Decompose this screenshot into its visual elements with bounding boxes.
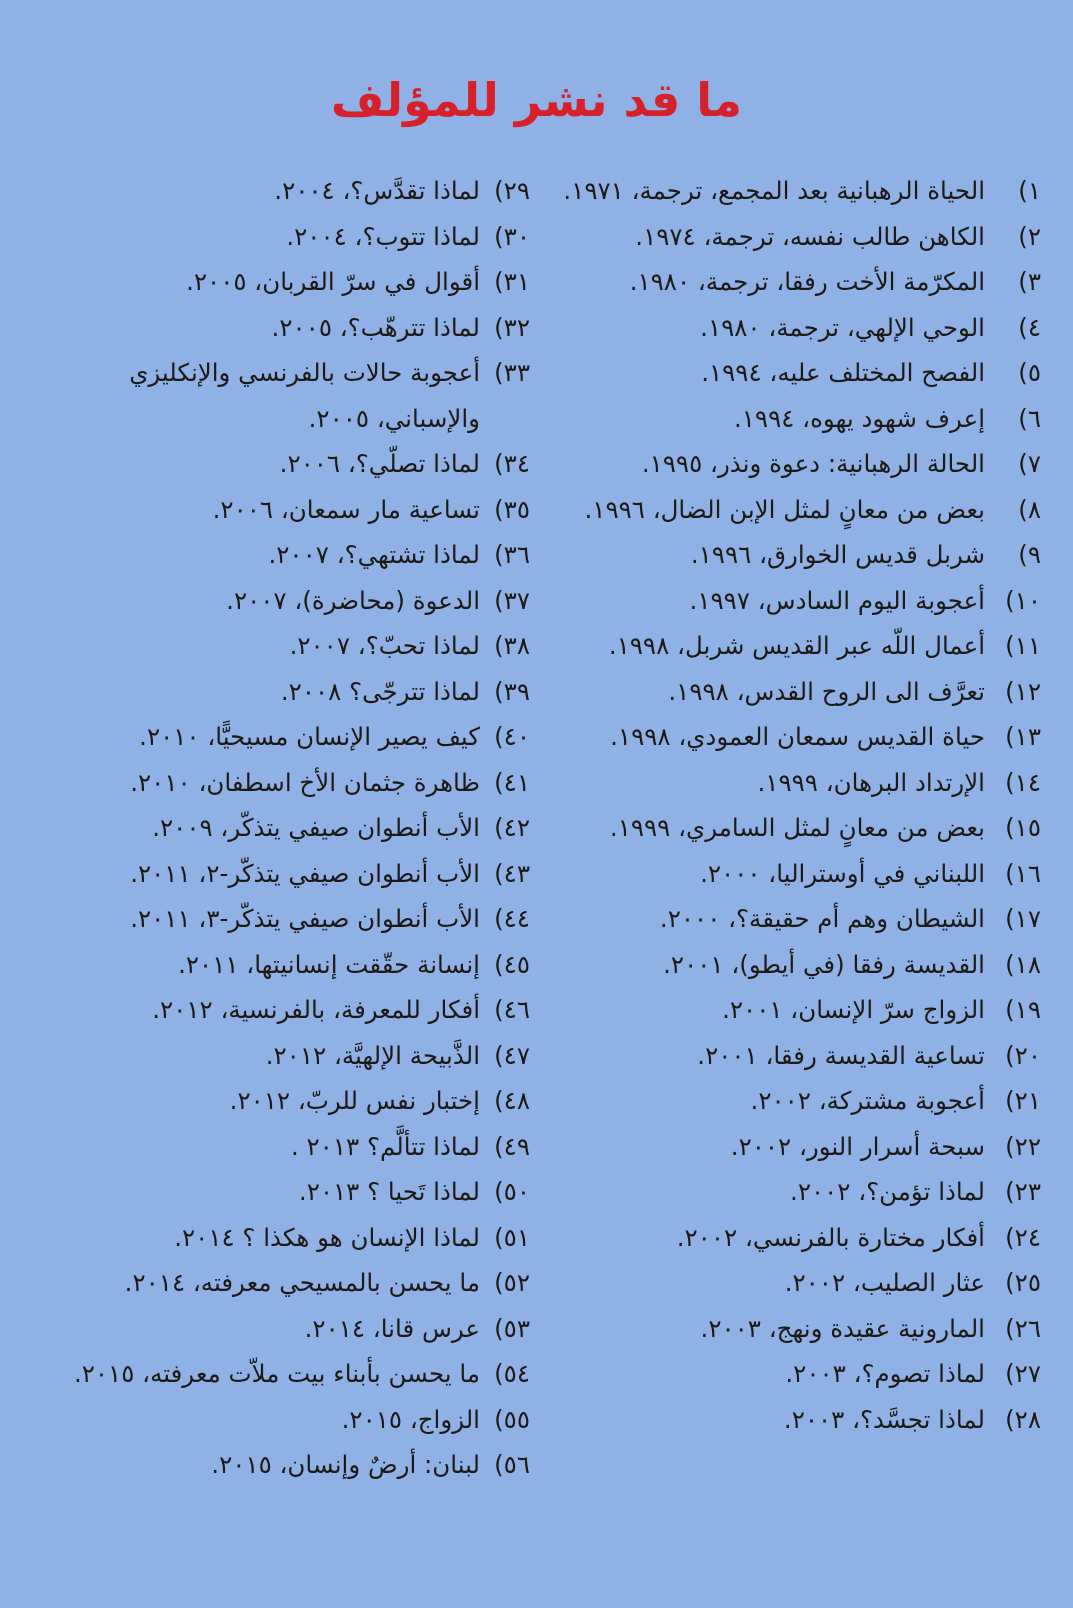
publication-number: ١٩) [1005, 995, 1041, 1024]
publication-number: ٥٤) [494, 1359, 530, 1388]
publication-number: ٥) [1018, 358, 1041, 387]
publication-number: ١٦) [1005, 858, 1041, 888]
publication-number: ٥٣) [494, 1313, 530, 1343]
publication-item [521, 1306, 1041, 1352]
publication-title: الحياة الرهبانية بعد المجمع، ترجمة، ١٩٧١. [563, 176, 985, 205]
publication-number: ٤١) [494, 767, 530, 797]
publication-title: لماذا الإنسان هو هكذا ؟ ٢٠١٤. [174, 1222, 480, 1252]
publication-item [65, 1306, 530, 1352]
publication-number: ١٣) [1005, 722, 1041, 751]
publication-title: ظاهرة جثمان الأخ اسطفان، ٢٠١٠. [130, 767, 480, 797]
publication-number: ٤) [1018, 312, 1041, 342]
publication-number: ٥٢) [494, 1268, 530, 1297]
publication-title: عثار الصليب، ٢٠٠٢. [784, 1268, 985, 1297]
publication-item [521, 1169, 1041, 1215]
publication-number: ١٨) [1005, 949, 1041, 979]
publication-title: لبنان: أرضٌ وإنسان، ٢٠١٥. [211, 1450, 480, 1479]
publication-title: بعض من معانٍ لمثل الإبن الضال، ١٩٩٦. [584, 494, 985, 524]
publication-title: الحالة الرهبانية: دعوة ونذر، ١٩٩٥. [641, 449, 985, 478]
publication-number: ٢١) [1005, 1086, 1041, 1115]
publication-number: ٤٧) [494, 1040, 530, 1070]
page-title: ما قد نشر للمؤلف [331, 73, 742, 127]
publication-title: إنسانة حقّقت إنسانيتها، ٢٠١١. [178, 949, 480, 979]
publication-number: ٤٩) [494, 1131, 530, 1161]
publication-item [65, 896, 530, 942]
publication-number: ٤٢) [494, 813, 530, 842]
publication-title: الزواج سرّ الإنسان، ٢٠٠١. [722, 995, 985, 1024]
publication-number: ٤٣) [494, 858, 530, 888]
publication-title: الوحي الإلهي، ترجمة، ١٩٨٠. [700, 312, 985, 342]
publication-item [65, 805, 530, 851]
publication-title: أعجوبة اليوم السادس، ١٩٩٧. [689, 585, 985, 615]
publication-item [521, 532, 1041, 578]
publication-title: المارونية عقيدة ونهج، ٢٠٠٣. [700, 1313, 985, 1343]
publication-item [65, 487, 530, 533]
publication-title: لماذا تتألَّم؟ ٢٠١٣ . [290, 1131, 480, 1161]
publication-title: لماذا تترجّى؟ ٢٠٠٨. [280, 676, 480, 706]
publication-title: لماذا تقدَّس؟، ٢٠٠٤. [274, 176, 480, 205]
publication-item [65, 305, 530, 351]
publication-item [521, 1260, 1041, 1306]
publication-item [521, 1078, 1041, 1124]
publications-list-right [521, 168, 1041, 1442]
publication-item [65, 942, 530, 988]
publication-number: ٢٦) [1005, 1313, 1041, 1343]
publication-number: ٢٧) [1005, 1359, 1041, 1388]
publication-title: سبحة أسرار النور، ٢٠٠٢. [730, 1131, 985, 1161]
publication-item [521, 942, 1041, 988]
publication-item [65, 532, 530, 578]
publication-number: ٣٣) [494, 358, 530, 387]
publication-item [521, 669, 1041, 715]
publication-item [521, 259, 1041, 305]
publication-title: لماذا تشتهي؟، ٢٠٠٧. [268, 540, 480, 569]
publication-title: اللبناني في أوستراليا، ٢٠٠٠. [700, 858, 985, 888]
publication-title: شربل قديس الخوارق، ١٩٩٦. [690, 540, 985, 569]
publication-title: كيف يصير الإنسان مسيحيًّا، ٢٠١٠. [139, 722, 480, 751]
publication-title: المكرّمة الأخت رفقا، ترجمة، ١٩٨٠. [629, 267, 985, 296]
publication-title: إختبار نفس للربّ، ٢٠١٢. [229, 1086, 480, 1115]
publication-item [65, 987, 530, 1033]
publication-item [521, 851, 1041, 897]
publication-title: لماذا تتوب؟، ٢٠٠٤. [286, 221, 480, 251]
publication-title: القديسة رفقا (في أيطو)، ٢٠٠١. [663, 949, 985, 979]
publication-item [65, 1351, 530, 1397]
publication-item [65, 214, 530, 260]
publication-item [521, 623, 1041, 669]
publication-item [521, 1351, 1041, 1397]
publication-item [521, 305, 1041, 351]
publication-title: أفكار مختارة بالفرنسي، ٢٠٠٢. [676, 1222, 985, 1252]
publication-number: ٦) [1018, 403, 1041, 433]
publication-title: عرس قانا، ٢٠١٤. [304, 1313, 480, 1343]
publication-item [65, 1124, 530, 1170]
publication-title: الدعوة (محاضرة)، ٢٠٠٧. [226, 585, 480, 615]
publication-number: ٣٧) [494, 585, 530, 615]
publication-number: ٩) [1018, 540, 1041, 569]
publication-number: ٣٥) [494, 494, 530, 524]
publication-number: ٥١) [494, 1222, 530, 1252]
publication-item [521, 1397, 1041, 1443]
publication-number: ١٠) [1005, 585, 1041, 615]
publication-title: الإرتداد البرهان، ١٩٩٩. [757, 767, 985, 797]
publication-item [521, 714, 1041, 760]
publication-item [521, 1033, 1041, 1079]
publication-item [521, 578, 1041, 624]
publication-number: ٣٢) [494, 312, 530, 342]
publication-title: الزواج، ٢٠١٥. [341, 1404, 480, 1434]
publication-number: ٣٩) [494, 676, 530, 706]
publication-number: ١١) [1005, 631, 1041, 660]
publication-title: الذَّبيحة الإلهيَّة، ٢٠١٢. [265, 1040, 480, 1070]
publication-number: ٤٨) [494, 1086, 530, 1115]
publication-title: ما يحسن بأبناء بيت ملاّت معرفته، ٢٠١٥. [73, 1359, 480, 1388]
publication-item [65, 1169, 530, 1215]
publication-title: أفكار للمعرفة، بالفرنسية، ٢٠١٢. [152, 995, 480, 1024]
publication-title: إعرف شهود يهوه، ١٩٩٤. [733, 403, 985, 433]
publication-number: ٥٠) [494, 1177, 530, 1206]
publication-item [521, 805, 1041, 851]
publication-title: الشيطان وهم أم حقيقة؟، ٢٠٠٠. [659, 904, 985, 933]
publication-item [65, 1078, 530, 1124]
publication-item [521, 168, 1041, 214]
publication-number: ٢٤) [1005, 1222, 1041, 1252]
publication-item [65, 168, 530, 214]
publication-title: لماذا تترهّب؟، ٢٠٠٥. [271, 312, 480, 342]
publication-title: الكاهن طالب نفسه، ترجمة، ١٩٧٤. [635, 221, 985, 251]
publication-number: ٤٦) [494, 995, 530, 1024]
publication-number: ٣) [1018, 267, 1041, 296]
publication-number: ٢٥) [1005, 1268, 1041, 1297]
publication-item [521, 1215, 1041, 1261]
publication-title: تساعية القديسة رفقا، ٢٠٠١. [697, 1040, 985, 1070]
publication-item [521, 350, 1041, 396]
publication-number: ٣٦) [494, 540, 530, 569]
publication-number: ١٥) [1005, 813, 1041, 842]
publication-number: ٤٠) [494, 722, 530, 751]
publication-number: ٨) [1018, 494, 1041, 524]
publication-title: لماذا تصوم؟، ٢٠٠٣. [785, 1359, 985, 1388]
publication-item [65, 851, 530, 897]
publication-number: ٢) [1018, 221, 1041, 251]
publication-item [65, 1260, 530, 1306]
publication-title: الفصح المختلف عليه، ١٩٩٤. [701, 358, 985, 387]
publication-title: تعرَّف الى الروح القدس، ١٩٩٨. [668, 676, 985, 706]
publication-item [65, 1397, 530, 1443]
publication-item [65, 441, 530, 487]
publication-item [521, 487, 1041, 533]
publication-item [65, 1215, 530, 1261]
publication-number: ٣١) [494, 267, 530, 296]
publication-item [521, 396, 1041, 442]
publication-title: أعمال اللّه عبر القديس شربل، ١٩٩٨. [608, 631, 985, 660]
publication-item [65, 1033, 530, 1079]
publication-number: ١٧) [1005, 904, 1041, 933]
publication-item [521, 441, 1041, 487]
publication-item [65, 714, 530, 760]
publication-title: ما يحسن بالمسيحي معرفته، ٢٠١٤. [124, 1268, 480, 1297]
publications-list-left [65, 168, 530, 1488]
publication-number: ٤٤) [494, 904, 530, 933]
publication-item [65, 760, 530, 806]
publication-number: ٢٠) [1005, 1040, 1041, 1070]
publication-title: حياة القديس سمعان العمودي، ١٩٩٨. [610, 722, 985, 751]
publication-title: لماذا تجسَّد؟، ٢٠٠٣. [783, 1404, 985, 1434]
publication-number: ٧) [1018, 449, 1041, 478]
publication-title: لماذا تَحيا ؟ ٢٠١٣. [298, 1177, 480, 1206]
publication-title: لماذا تصلّي؟، ٢٠٠٦. [279, 449, 480, 478]
publication-title: بعض من معانٍ لمثل السامري، ١٩٩٩. [609, 813, 985, 842]
publication-number: ٢٩) [494, 176, 530, 205]
publication-item [65, 623, 530, 669]
publication-number: ٢٨) [1005, 1404, 1041, 1434]
publication-title: أعجوبة مشتركة، ٢٠٠٢. [750, 1086, 985, 1115]
publication-item [521, 760, 1041, 806]
publication-title: لماذا تحبّ؟، ٢٠٠٧. [289, 631, 480, 660]
publication-title: الأب أنطوان صيفي يتذكّر-٣، ٢٠١١. [130, 904, 480, 933]
publication-title: تساعية مار سمعان، ٢٠٠٦. [212, 494, 480, 524]
publication-item [521, 987, 1041, 1033]
publication-item [65, 259, 530, 305]
publication-number: ٢٣) [1005, 1177, 1041, 1206]
publication-number: ١٤) [1005, 767, 1041, 797]
publication-title: الأب أنطوان صيفي يتذكّر، ٢٠٠٩. [152, 813, 480, 842]
publication-number: ٣٨) [494, 631, 530, 660]
publication-number: ٥٥) [494, 1404, 530, 1434]
publication-number: ٣٠) [494, 221, 530, 251]
publication-item [521, 1124, 1041, 1170]
publication-title: الأب أنطوان صيفي يتذكّر-٢، ٢٠١١. [130, 858, 480, 888]
publication-number: ١) [1018, 176, 1041, 205]
publication-item [521, 214, 1041, 260]
publication-item [521, 896, 1041, 942]
publication-title: أقوال في سرّ القربان، ٢٠٠٥. [186, 267, 480, 296]
publication-item [65, 350, 530, 441]
publication-number: ١٢) [1005, 676, 1041, 706]
publication-title: أعجوبة حالات بالفرنسي والإنكليزي والإسباني، ٢٠٠٥. [129, 358, 480, 433]
publication-number: ٥٦) [494, 1450, 530, 1479]
publication-item [65, 578, 530, 624]
publication-number: ٣٤) [494, 449, 530, 478]
publication-title: لماذا تؤمن؟، ٢٠٠٢. [790, 1177, 985, 1206]
publication-item [65, 1442, 530, 1488]
publication-item [65, 669, 530, 715]
publication-number: ٤٥) [494, 949, 530, 979]
publication-number: ٢٢) [1005, 1131, 1041, 1161]
